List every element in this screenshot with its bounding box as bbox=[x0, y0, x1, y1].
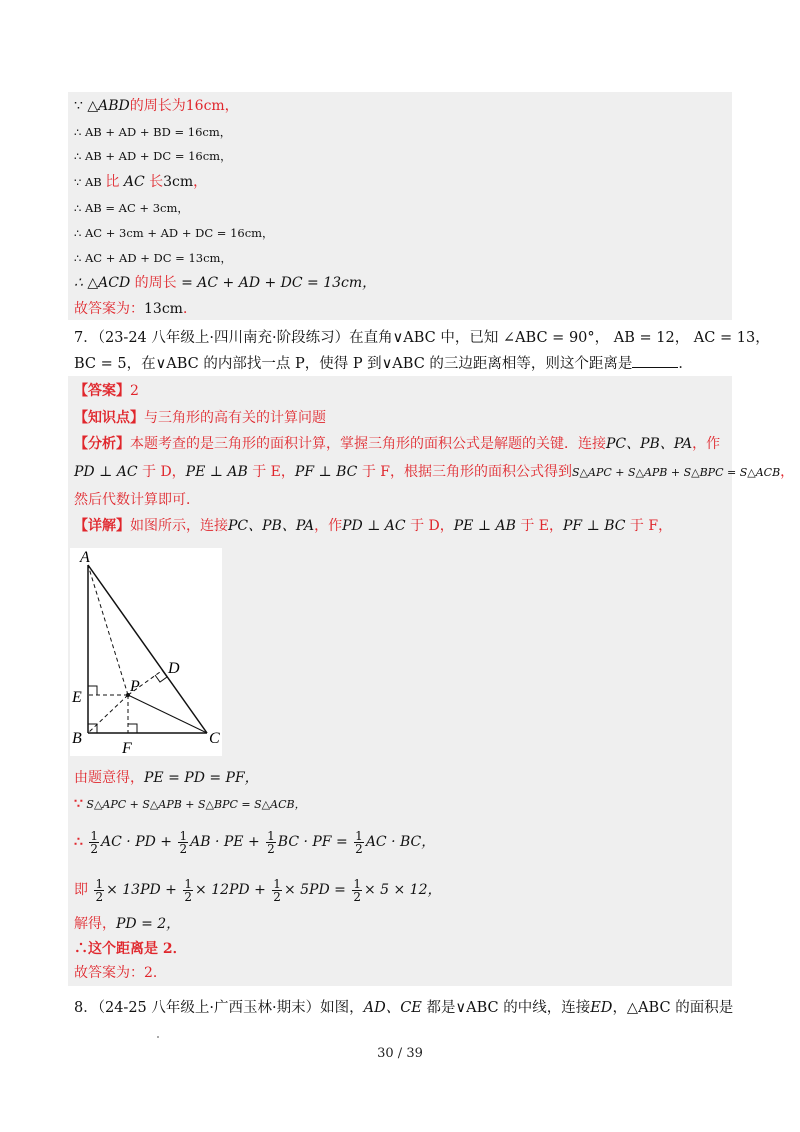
solution-line-4: 即 $\frac{1}{2}$ × 13PD + $\frac{1}{2}$ × 12PD + $\frac{1}{2}$ × 5PD = $\frac{1}{2}$ × 5 × 12， bbox=[74, 876, 442, 904]
line-ab-eq: ∴ AB = AC + 3cm， bbox=[74, 201, 189, 215]
label-b: B bbox=[72, 730, 82, 747]
perimeter-text: 的周长为16cm， bbox=[129, 98, 239, 114]
fraction-half: $\frac{1}{2}$ bbox=[90, 828, 99, 856]
page-separator: / bbox=[397, 1046, 403, 1061]
triangle-name: ABD bbox=[98, 98, 130, 114]
line-acd-sum: ∴ AC + AD + DC = 13cm， bbox=[74, 251, 232, 265]
fraction-half: $\frac{1}{2}$ bbox=[273, 876, 281, 904]
analysis-line-3: 然后代数计算即可． bbox=[74, 492, 200, 508]
answer-blank bbox=[632, 354, 678, 368]
line-substitute: ∴ AC + 3cm + AD + DC = 16cm， bbox=[74, 226, 274, 240]
right-angle-e bbox=[88, 686, 97, 695]
segment-pb bbox=[88, 695, 128, 733]
triangle-figure bbox=[70, 548, 222, 756]
solution-line-6: ∴这个距离是 2． bbox=[74, 941, 187, 957]
solution-line-1: 由题意得，PE = PD = PF， bbox=[74, 770, 259, 786]
solution-line-3: ∴ $\frac{1}{2}$ AC · PD + $\frac{1}{2}$ AB · PE + $\frac{1}{2}$ BC · PF = $\frac{1}{2}$ AC · BC， bbox=[74, 828, 436, 856]
solution-line-5: 解得，PD = 2， bbox=[74, 916, 181, 932]
fraction-half: $\frac{1}{2}$ bbox=[267, 828, 275, 856]
right-angle-f bbox=[128, 724, 137, 733]
triangle-diagram bbox=[70, 548, 222, 756]
line-perimeter-abd bbox=[74, 96, 239, 116]
fraction-half: $\frac{1}{2}$ bbox=[353, 876, 361, 904]
question-7-line-2: BC = 5，在∨ABC 的内部找一点 P，使得 P 到∨ABC 的三边距离相等，则这个距离是 ． bbox=[74, 356, 693, 372]
knowledge-point-line: 【知识点】与三角形的高有关的计算问题 bbox=[74, 410, 326, 426]
scan-dot bbox=[157, 1036, 159, 1038]
label-p: P bbox=[130, 678, 140, 695]
analysis-line-2: PD ⊥ AC 于 D，PE ⊥ AB 于 E，PF ⊥ BC 于 F，根据三角形的面积公式得到S△APC + S△APB + S△BPC = S△ACB， bbox=[74, 464, 795, 480]
analysis-line-1: 【分析】本题考查的是三角形的面积计算，掌握三角形的面积公式是解题的关键．连接PC、PB、PA，作 bbox=[74, 436, 721, 452]
label-f: F bbox=[122, 740, 132, 756]
page-current: 30 bbox=[377, 1046, 394, 1061]
fraction-half: $\frac{1}{2}$ bbox=[179, 828, 188, 856]
line-acd-perimeter: ∴ △ACD 的周长 = AC + AD + DC = 13cm， bbox=[74, 275, 377, 291]
solution-line-7: 故答案为：2． bbox=[74, 965, 167, 981]
label-c: C bbox=[209, 730, 220, 747]
solution-block-previous bbox=[68, 92, 732, 320]
line-final-answer: 故答案为：13cm． bbox=[74, 301, 197, 317]
question-8-line-1: 8．（24-25 八年级上·广西玉林·期末）如图，AD、CE 都是∨ABC 的中线，连接ED，△ABC 的面积是 bbox=[74, 1000, 734, 1016]
question-7-line-1: 7．（23-24 八年级上·四川南充·阶段练习）在直角∨ABC 中，已知 ∠ABC = 90°， AB = 12， AC = 13， bbox=[74, 330, 770, 346]
line-sum-dc: ∴ AB + AD + DC = 16cm， bbox=[74, 149, 232, 163]
line-ab-longer: ∵ AB 比 AC 长3cm， bbox=[74, 174, 208, 190]
fraction-half: $\frac{1}{2}$ bbox=[184, 876, 193, 904]
line-sum-bd: ∴ AB + AD + BD = 16cm， bbox=[74, 125, 232, 139]
label-e: E bbox=[72, 689, 82, 706]
answer-line: 【答案】2 bbox=[74, 383, 139, 399]
fraction-half: $\frac{1}{2}$ bbox=[95, 876, 104, 904]
page-total: 39 bbox=[406, 1046, 423, 1061]
detail-line-1: 【详解】如图所示，连接PC、PB、PA，作PD ⊥ AC 于 D，PE ⊥ AB 于 E，PF ⊥ BC 于 F， bbox=[74, 518, 673, 534]
segment-pa bbox=[88, 565, 128, 695]
segment-pc bbox=[128, 695, 207, 733]
right-angle-d bbox=[155, 670, 167, 682]
because-symbol: ∵ △ bbox=[74, 98, 99, 114]
solution-line-2: ∵ S△APC + S△APB + S△BPC = S△ACB， bbox=[74, 796, 306, 812]
label-d: D bbox=[168, 660, 180, 677]
label-a: A bbox=[80, 549, 90, 566]
side-ac bbox=[88, 565, 207, 733]
page-number-footer bbox=[0, 1046, 800, 1061]
fraction-half: $\frac{1}{2}$ bbox=[355, 828, 363, 856]
